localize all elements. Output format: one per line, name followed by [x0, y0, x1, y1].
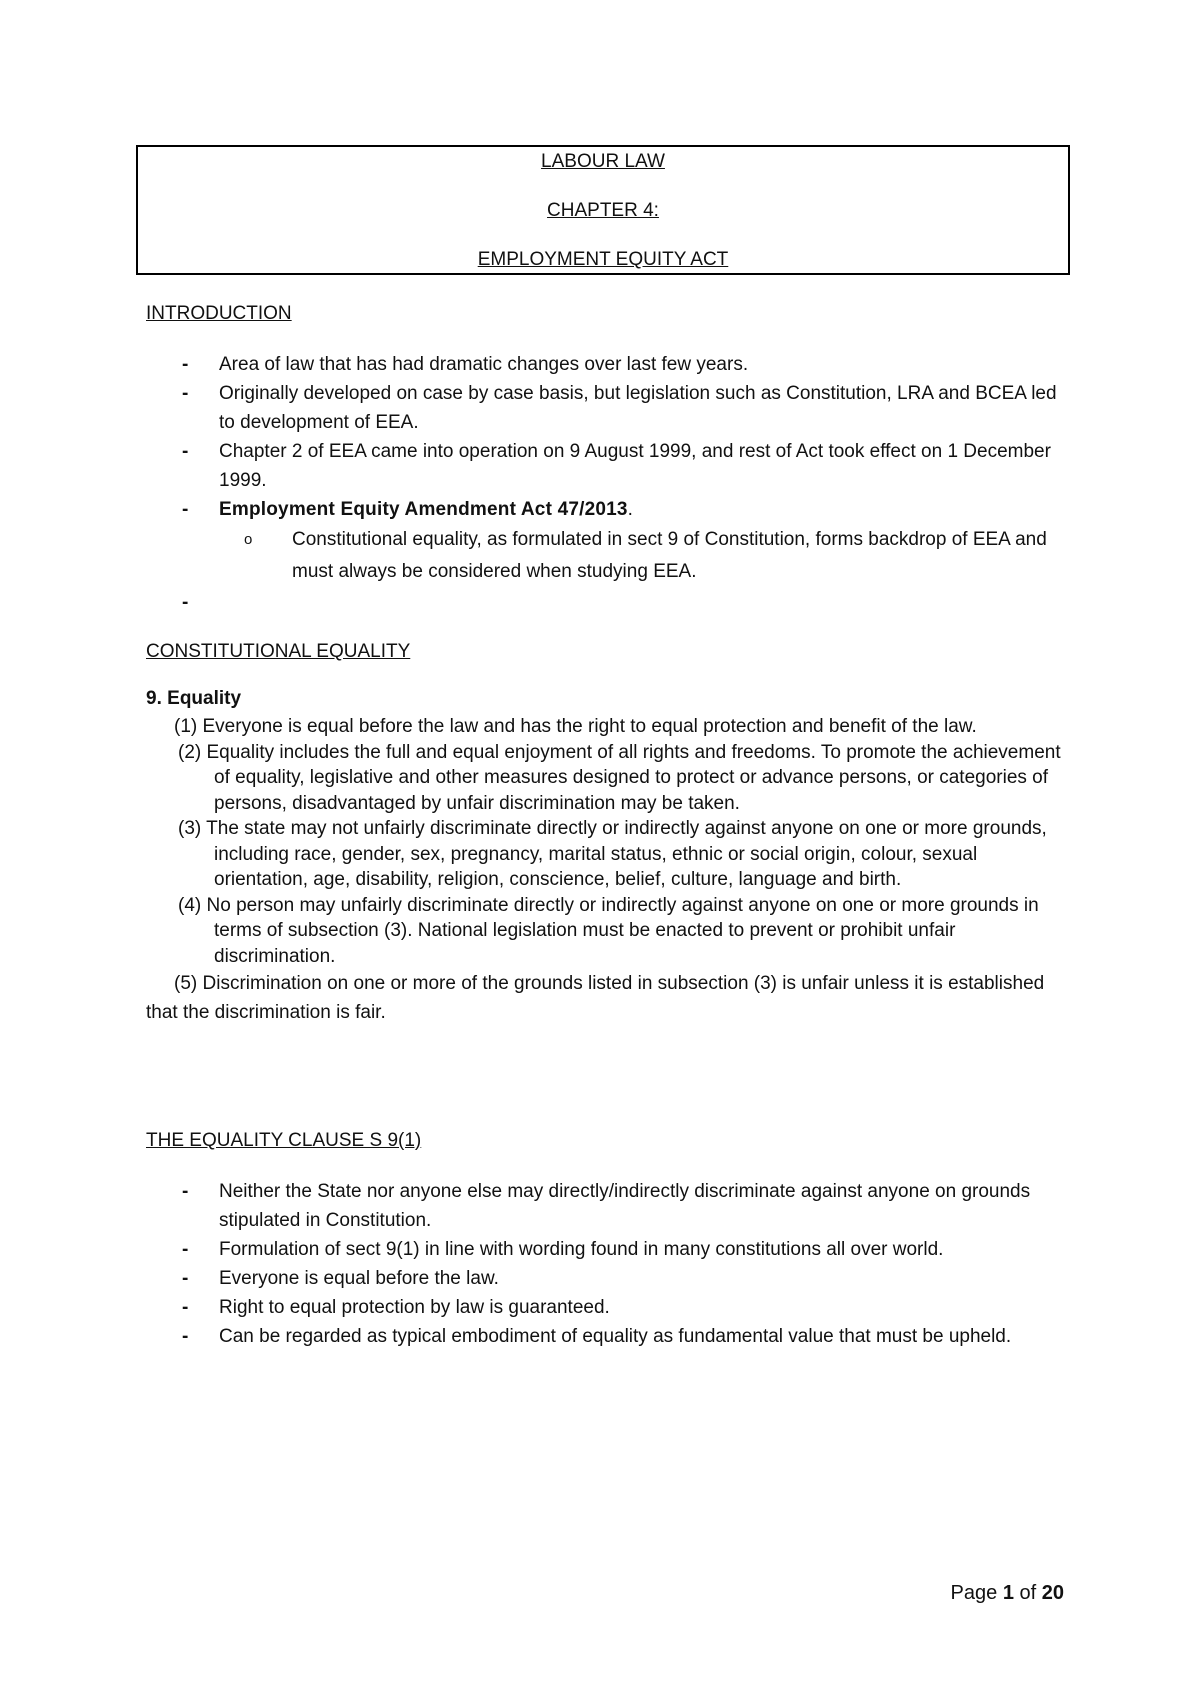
list-item: - Neither the State nor anyone else may directly/indirectly discriminate against anyone on grounds stipulated in Constitution. — [146, 1177, 1066, 1235]
list-item: - Area of law that has had dramatic changes over last few years. — [146, 350, 1066, 379]
subsection-1: (1) Everyone is equal before the law and has the right to equal protection and benefit of the law. — [174, 716, 977, 737]
dash-bullet: - — [182, 441, 189, 462]
title-labour-law: LABOUR LAW — [541, 151, 665, 172]
subsection-2: (2) Equality includes the full and equal enjoyment of all rights and freedoms. To promote the achievement of equality, legislative and other measures designed to protect or advance persons, or categories of persons, disadvantaged by unfair discrimination may be taken. — [178, 741, 1061, 814]
dash-bullet: - — [182, 1239, 189, 1260]
heading-constitutional-equality: CONSTITUTIONAL EQUALITY — [146, 641, 411, 662]
subsection-4: (4) No person may unfairly discriminate directly or indirectly against anyone on one or more grounds in terms of subsection (3). National legislation must be enacted to prevent or prohibit unfair discrimination. — [178, 894, 1039, 967]
heading-introduction: INTRODUCTION — [146, 303, 292, 324]
of-label: of — [1019, 1582, 1037, 1604]
subsection-3: (3) The state may not unfairly discriminate directly or indirectly against anyone on one or more grounds, including race, gender, sex, pregnancy, marital status, ethnic or social origin, colour, sexual orientation, age, disability, religion, conscience, belief, culture, language and birth. — [178, 818, 1047, 890]
list-item: - Originally developed on case by case basis, but legislation such as Constitution, LRA and BCEA led to development of EEA. — [146, 379, 1066, 437]
list-item: - Right to equal protection by law is guaranteed. — [146, 1293, 1066, 1322]
total-pages: 20 — [1041, 1582, 1064, 1604]
list-item: - Can be regarded as typical embodiment of equality as fundamental value that must be upheld. — [146, 1322, 1066, 1351]
dash-bullet: - — [182, 499, 189, 520]
section-9-heading — [146, 688, 241, 710]
section-number: 9. — [146, 688, 162, 709]
dash-bullet: - — [182, 1181, 189, 1202]
sub-list-item: o Constitutional equality, as formulated in sect 9 of Constitution, forms backdrop of EEA and must always be considered when studying EEA. — [146, 524, 1066, 588]
equality-clause-list — [146, 1177, 1066, 1351]
dash-bullet: - — [182, 1297, 189, 1318]
subsection-5: (5) Discrimination on one or more of the grounds listed in subsection (3) is unfair unless it is established that the discrimination is fair. — [146, 973, 1045, 1023]
list-item: - Everyone is equal before the law. — [146, 1264, 1066, 1293]
title-chapter: CHAPTER 4: — [547, 200, 659, 221]
dash-bullet: - — [182, 1326, 189, 1347]
current-page-number: 1 — [1002, 1582, 1014, 1604]
section-title: Equality — [167, 688, 242, 709]
list-item: - Formulation of sect 9(1) in line with wording found in many constitutions all over world. — [146, 1235, 1066, 1264]
page-number-footer — [951, 1582, 1064, 1605]
title-box — [136, 145, 1070, 275]
list-item: - Employment Equity Amendment Act 47/2013. — [146, 495, 1066, 524]
page-label: Page — [950, 1582, 998, 1604]
section-9-body — [146, 714, 1076, 1027]
heading-equality-clause: THE EQUALITY CLAUSE S 9(1) — [146, 1130, 422, 1151]
dash-bullet: - — [182, 1268, 189, 1289]
dash-bullet: - — [182, 354, 189, 375]
dash-bullet: - — [182, 592, 189, 613]
introduction-list — [146, 350, 1066, 617]
title-act-name: EMPLOYMENT EQUITY ACT — [477, 249, 729, 270]
circle-bullet: o — [244, 531, 253, 548]
empty-list-item — [146, 588, 1066, 617]
dash-bullet: - — [182, 383, 189, 404]
list-item: - Chapter 2 of EEA came into operation on 9 August 1999, and rest of Act took effect on 1 December 1999. — [146, 437, 1066, 495]
amendment-act-title: Employment Equity Amendment Act 47/2013 — [219, 499, 628, 520]
